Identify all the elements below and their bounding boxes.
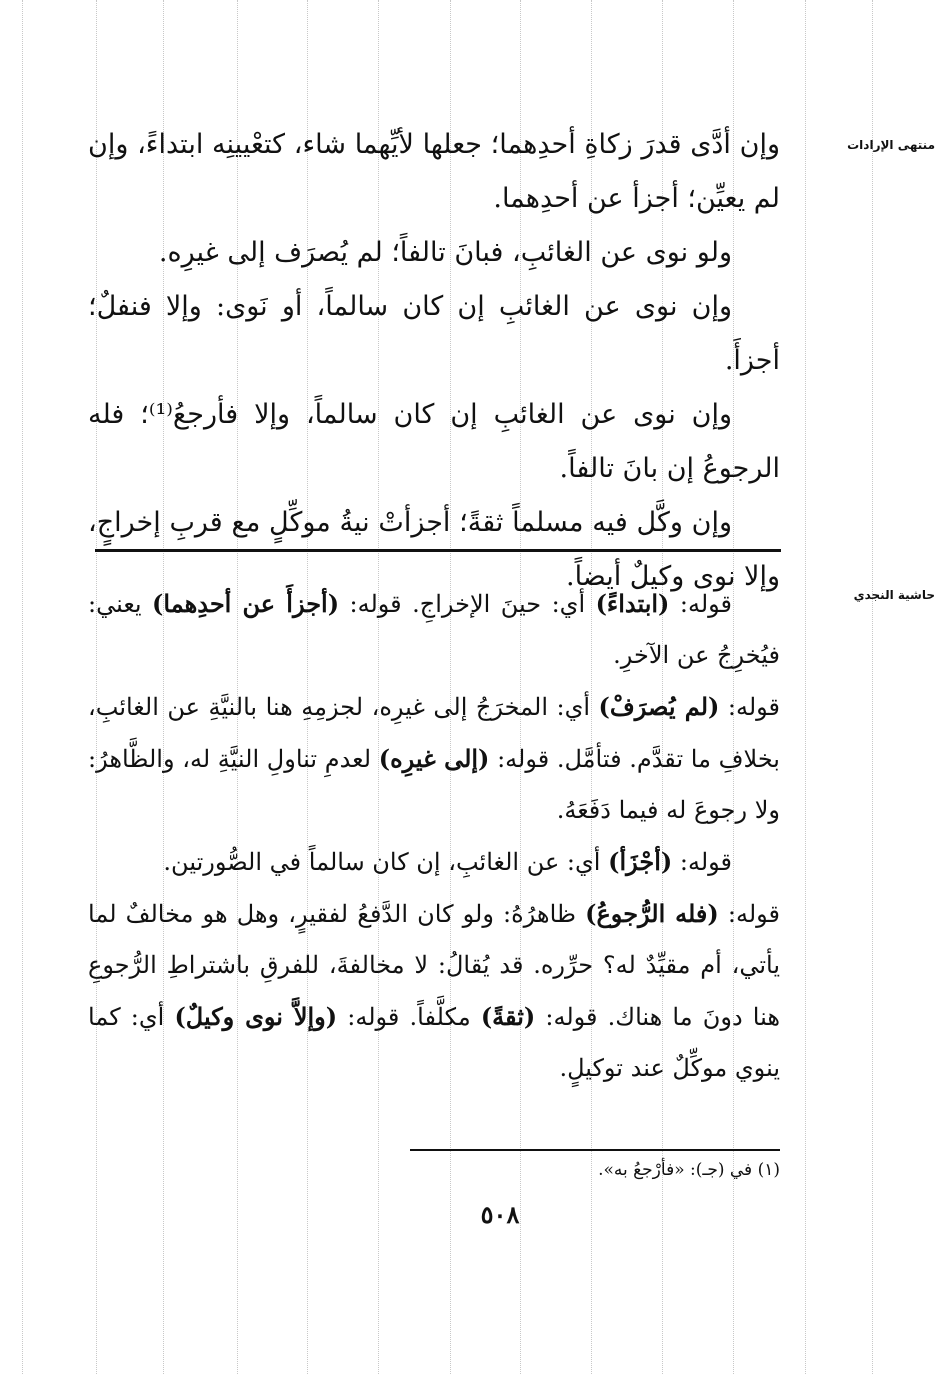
note-paragraph (88, 681, 780, 836)
main-paragraph: وإن أدَّى قدرَ زكاةِ أحدِهما؛ جعلها لأيِّهما شاء، كتعْيينِه ابتداءً، وإن لم يعيِّن؛ أجزأ عن أحدِهما. (88, 129, 780, 214)
footnote-divider (410, 1149, 780, 1151)
note-text: قوله: (718, 900, 781, 928)
note-paragraph (88, 578, 780, 681)
note-term: (لم يُصرَفْ) (598, 692, 720, 721)
main-paragraph: وإن وكَّل فيه مسلماً ثقةً؛ أجزأتْ نيةُ موكِّلٍ مع قربِ إخراجٍ، وإلا نوى وكيلٌ أيضاً. (88, 507, 780, 592)
note-paragraph (88, 888, 780, 1094)
page-number: ٥٠٨ (480, 1200, 520, 1229)
note-text: أي: حينَ الإخراجِ. قوله: (339, 590, 596, 618)
note-text: قوله: (719, 693, 781, 721)
grid-line (805, 0, 806, 1374)
note-paragraph (88, 836, 780, 888)
note-text: يعني: فيُخرِجُ عن الآخرِ. (88, 590, 780, 669)
note-term: (وإلاَّ نوى وكيلٌ) (174, 1002, 338, 1031)
note-term: (ابتداءً) (595, 589, 670, 618)
main-paragraph: وإن نوى عن الغائبِ إن كان سالماً، وإلا فأرجعُ⁽¹⁾؛ فله الرجوعُ إن بانَ تالفاً. (88, 399, 780, 484)
note-text: أي: عن الغائبِ، إن كان سالماً في الصُّورتين. (163, 848, 609, 876)
section-divider (95, 549, 781, 552)
grid-line (22, 0, 23, 1374)
note-term: (إلى غيرِه) (378, 744, 490, 773)
commentary (88, 578, 780, 1094)
note-text: أي: المخرَجُ إلى غيرِه، لجزمِهِ هنا بالنيَّةِ عن الغائبِ، بخلافِ ما تقدَّم. فتأمَّل. قوله: (88, 693, 780, 773)
note-text: أي: كما ينوي موكِّلٌ عند توكيلٍ. (88, 1003, 780, 1082)
margin-label-note: حاشية النجدي (853, 588, 935, 602)
note-term: (فله الرُّجوعُ) (585, 899, 719, 928)
note-term: (أجزأَ عن أحدِهما) (152, 589, 340, 618)
main-paragraph: ولو نوى عن الغائبِ، فبانَ تالفاً؛ لم يُصرَف إلى غيرِه. (158, 237, 732, 268)
main-paragraph: وإن نوى عن الغائبِ إن كان سالماً، أو نَوى: وإلا فنفلٌ؛ أجزأَ. (88, 291, 780, 376)
footnote: (١) في (جـ): «فأرْجعُ به». (598, 1160, 780, 1180)
margin-label-main: منتهى الإرادات (847, 138, 935, 152)
grid-line (872, 0, 873, 1374)
note-text: قوله: (669, 590, 733, 618)
note-text: مكلَّفاً. قوله: (337, 1003, 481, 1031)
note-term: (أجْزَأ) (608, 847, 673, 876)
note-text: لعدمِ تناولِ النيَّةِ له، والظَّاهرُ: ولا رجوعَ له فيما دَفَعَهُ. (88, 745, 780, 824)
main-text (88, 118, 780, 604)
note-text: ظاهرُهُ: ولو كان الدَّفعُ لفقيرٍ، وهل هو مخالفٌ لما يأتي، أم مقيِّدٌ له؟ حرِّره. قد يُقالُ: لا مخالفةَ، للفرقِ باشتراطِ الرُّجوعِ هنا دونَ ما هناك. قوله: (88, 900, 780, 1031)
note-term: (ثقةً) (480, 1002, 536, 1031)
note-text: قوله: (672, 848, 732, 876)
